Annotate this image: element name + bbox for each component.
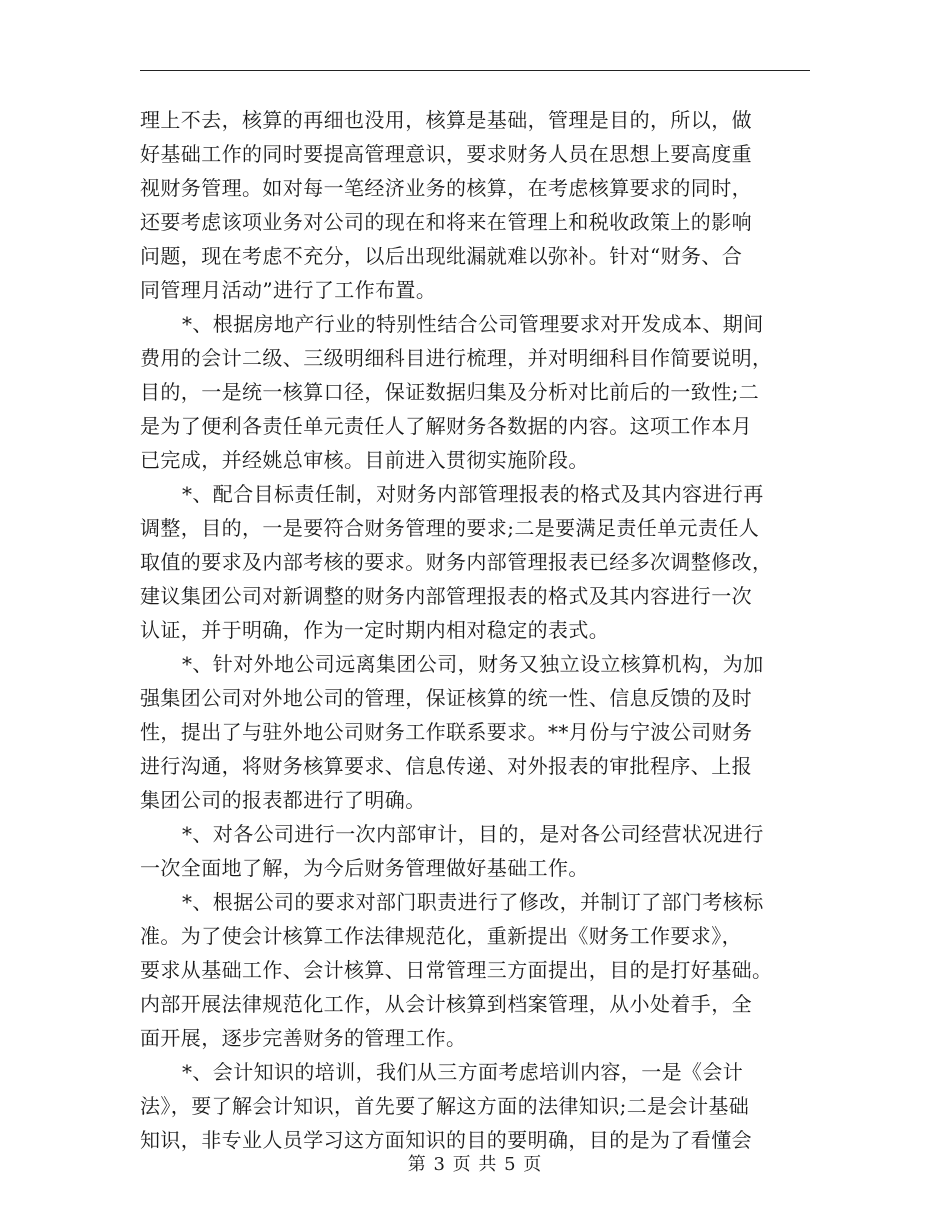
- text-line: *、根据公司的要求对部门职责进行了修改，并制订了部门考核标: [182, 890, 764, 914]
- paragraph: [140, 885, 810, 1055]
- text-line: 调整，目的，一是要符合财务管理的要求;二是要满足责任单元责任人: [140, 516, 760, 540]
- text-line: 费用的会计二级、三级明细科目进行梳理，并对明细科目作简要说明，: [140, 346, 773, 370]
- text-line: 性，提出了与驻外地公司财务工作联系要求。**月份与宁波公司财务: [140, 720, 753, 744]
- text-line: 已完成，并经姚总审核。目前进入贯彻实施阶段。: [140, 448, 589, 472]
- text-line: 同管理月活动”进行了工作布置。: [140, 278, 437, 302]
- text-line: 还要考虑该项业务对公司的现在和将来在管理上和税收政策上的影响: [140, 210, 752, 234]
- paragraph: [140, 477, 810, 647]
- text-line: *、配合目标责任制，对财务内部管理报表的格式及其内容进行再: [182, 482, 764, 506]
- text-line: 是为了便利各责任单元责任人了解财务各数据的内容。这项工作本月: [140, 414, 752, 438]
- paragraph: [140, 307, 810, 477]
- text-line: 进行沟通，将财务核算要求、信息传递、对外报表的审批程序、上报: [140, 754, 752, 778]
- text-line: 面开展，逐步完善财务的管理工作。: [140, 1026, 467, 1050]
- text-line: 取值的要求及内部考核的要求。财务内部管理报表已经多次调整修改，: [140, 550, 773, 574]
- paragraph: [140, 817, 810, 885]
- text-line: 理上不去，核算的再细也没用，核算是基础，管理是目的，所以，做: [140, 108, 752, 132]
- text-line: 认证，并于明确，作为一定时期内相对稳定的表式。: [140, 618, 610, 642]
- text-line: 一次全面地了解，为今后财务管理做好基础工作。: [140, 856, 589, 880]
- paragraph: [140, 103, 810, 307]
- text-line: 知识，非专业人员学习这方面知识的目的要明确，目的是为了看懂会: [140, 1128, 752, 1152]
- text-line: *、针对外地公司远离集团公司，财务又独立设立核算机构，为加: [182, 652, 764, 676]
- paragraph: [140, 1055, 810, 1157]
- text-line: *、对各公司进行一次内部审计，目的，是对各公司经营状况进行: [182, 822, 764, 846]
- page-footer: 第 3 页 共 5 页: [407, 1154, 543, 1175]
- paragraph: [140, 647, 810, 817]
- text-line: 好基础工作的同时要提高管理意识，要求财务人员在思想上要高度重: [140, 142, 752, 166]
- text-line: *、会计知识的培训，我们从三方面考虑培训内容，一是《会计: [182, 1060, 744, 1084]
- body-text: [140, 103, 810, 1157]
- text-line: 准。为了使会计核算工作法律规范化，重新提出《财务工作要求》，: [140, 924, 742, 948]
- text-line: 集团公司的报表都进行了明确。: [140, 788, 426, 812]
- text-line: 建议集团公司对新调整的财务内部管理报表的格式及其内容进行一次: [140, 584, 752, 608]
- text-line: 要求从基础工作、会计核算、日常管理三方面提出，目的是打好基础。: [140, 958, 773, 982]
- text-line: *、根据房地产行业的特别性结合公司管理要求对开发成本、期间: [182, 312, 764, 336]
- text-line: 目的，一是统一核算口径，保证数据归集及分析对比前后的一致性;二: [140, 380, 760, 404]
- text-line: 问题，现在考虑不充分，以后出现纰漏就难以弥补。针对“财务、合: [140, 244, 743, 268]
- text-line: 法》，要了解会计知识，首先要了解这方面的法律知识;二是会计基础: [140, 1094, 750, 1118]
- text-line: 内部开展法律规范化工作，从会计核算到档案管理，从小处着手，全: [140, 992, 752, 1016]
- text-line: 视财务管理。如对每一笔经济业务的核算，在考虑核算要求的同时，: [140, 176, 752, 200]
- text-line: 强集团公司对外地公司的管理，保证核算的统一性、信息反馈的及时: [140, 686, 752, 710]
- header-rule: [140, 70, 810, 71]
